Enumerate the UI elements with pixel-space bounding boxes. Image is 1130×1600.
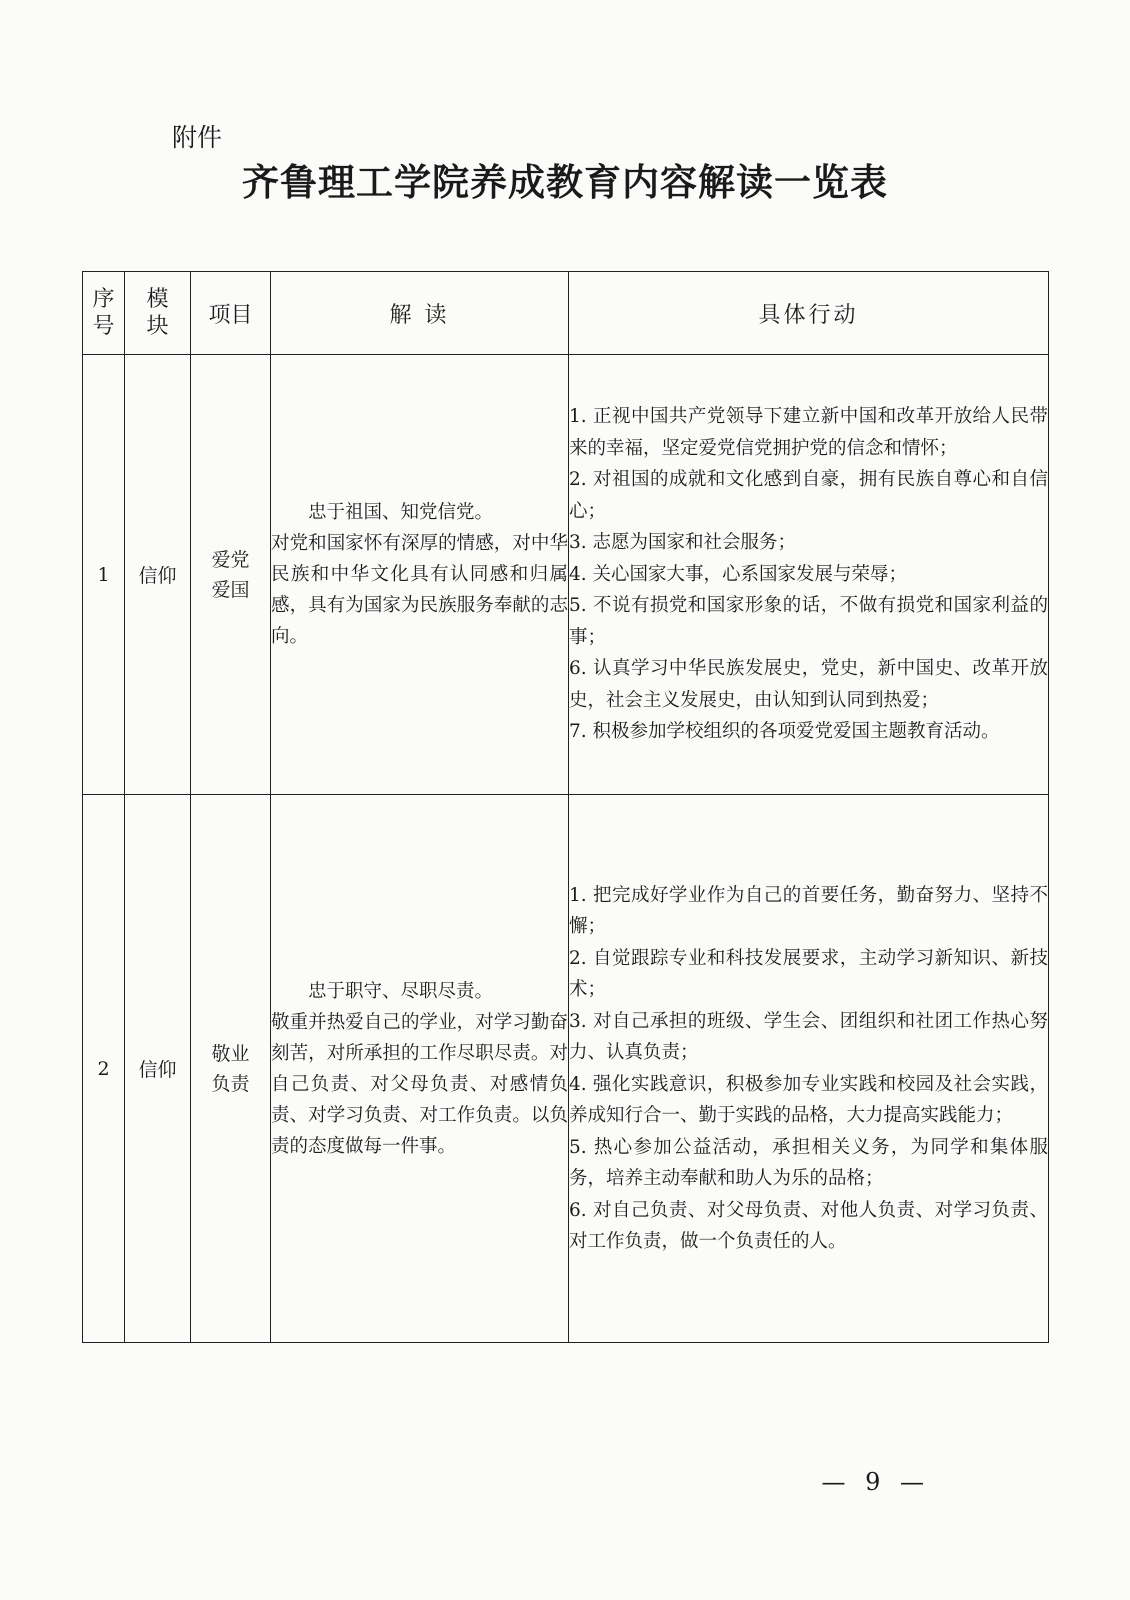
- row-item-line: 敬业: [211, 1042, 250, 1065]
- action-item: 7. 积极参加学校组织的各项爱党爱国主题教育活动。: [569, 721, 1000, 743]
- row-module: 信仰: [125, 355, 191, 795]
- header-number-line: 序: [92, 287, 115, 312]
- reading-lead: 忠于职守、尽职尽责。: [308, 980, 494, 1002]
- action-item: 4. 关心国家大事，心系国家发展与荣辱；: [569, 563, 908, 585]
- reading-body: 敬重并热爱自己的学业，对学习勤奋刻苦，对所承担的工作尽职尽责。对自己负责、对父母负责、对感情负责、对学习负责、对工作负责。以负责的态度做每一件事。: [271, 1011, 568, 1157]
- row-item-line: 爱国: [211, 578, 250, 601]
- row-actions: [569, 795, 1049, 1343]
- content-table: [82, 271, 1049, 1343]
- header-item: 项目: [191, 272, 271, 355]
- row-reading: [271, 795, 569, 1343]
- header-module: [125, 272, 191, 355]
- reading-lead: 忠于祖国、知党信党。: [308, 502, 494, 523]
- row-number: 2: [83, 795, 125, 1343]
- action-item: 6. 认真学习中华民族发展史，党史，新中国史、改革开放史，社会主义发展史，由认知到认同到热爱；: [569, 658, 1048, 711]
- action-item: 6. 对自己负责、对父母负责、对他人负责、对学习负责、对工作负责，做一个负责任的人。: [569, 1199, 1048, 1252]
- action-item: 5. 热心参加公益活动，承担相关义务，为同学和集体服务，培养主动奉献和助人为乐的品格；: [569, 1136, 1048, 1189]
- row-item-line: 负责: [211, 1072, 250, 1095]
- action-item: 1. 正视中国共产党领导下建立新中国和改革开放给人民带来的幸福，坚定爱党信党拥护党的信念和情怀；: [569, 406, 1048, 459]
- reading-body: 对党和国家怀有深厚的情感，对中华民族和中华文化具有认同感和归属感，具有为国家为民族服务奉献的志向。: [271, 533, 568, 647]
- action-item: 4. 强化实践意识，积极参加专业实践和校园及社会实践，养成知行合一、勤于实践的品格，大力提高实践能力；: [569, 1073, 1048, 1126]
- action-item: 3. 志愿为国家和社会服务；: [569, 532, 797, 554]
- header-module-line: 模: [146, 287, 169, 312]
- row-item: [191, 795, 271, 1343]
- row-number: 1: [83, 355, 125, 795]
- table-row: [83, 795, 1049, 1343]
- action-item: 2. 对祖国的成就和文化感到自豪，拥有民族自尊心和自信心；: [569, 469, 1048, 522]
- action-item: 2. 自觉跟踪专业和科技发展要求，主动学习新知识、新技术；: [569, 947, 1048, 1000]
- header-actions: 具体行动: [569, 272, 1049, 355]
- action-item: 3. 对自己承担的班级、学生会、团组织和社团工作热心努力、认真负责；: [569, 1010, 1048, 1063]
- page-number: — 9 —: [821, 1468, 930, 1496]
- header-module-line: 块: [146, 314, 169, 339]
- header-reading: 解 读: [271, 272, 569, 355]
- row-item-line: 爱党: [211, 548, 250, 571]
- row-reading: [271, 355, 569, 795]
- document-title: 齐鲁理工学院养成教育内容解读一览表: [242, 161, 888, 204]
- row-actions: [569, 355, 1049, 795]
- action-item: 1. 把完成好学业作为自己的首要任务，勤奋努力、坚持不懈；: [569, 884, 1048, 937]
- row-item: [191, 355, 271, 795]
- row-module: 信仰: [125, 795, 191, 1343]
- table-row: [83, 355, 1049, 795]
- action-item: 5. 不说有损党和国家形象的话，不做有损党和国家利益的事；: [569, 595, 1048, 648]
- attachment-label: 附件: [172, 123, 223, 152]
- table-header-row: [83, 272, 1049, 355]
- header-number: [83, 272, 125, 355]
- header-number-line: 号: [92, 314, 115, 339]
